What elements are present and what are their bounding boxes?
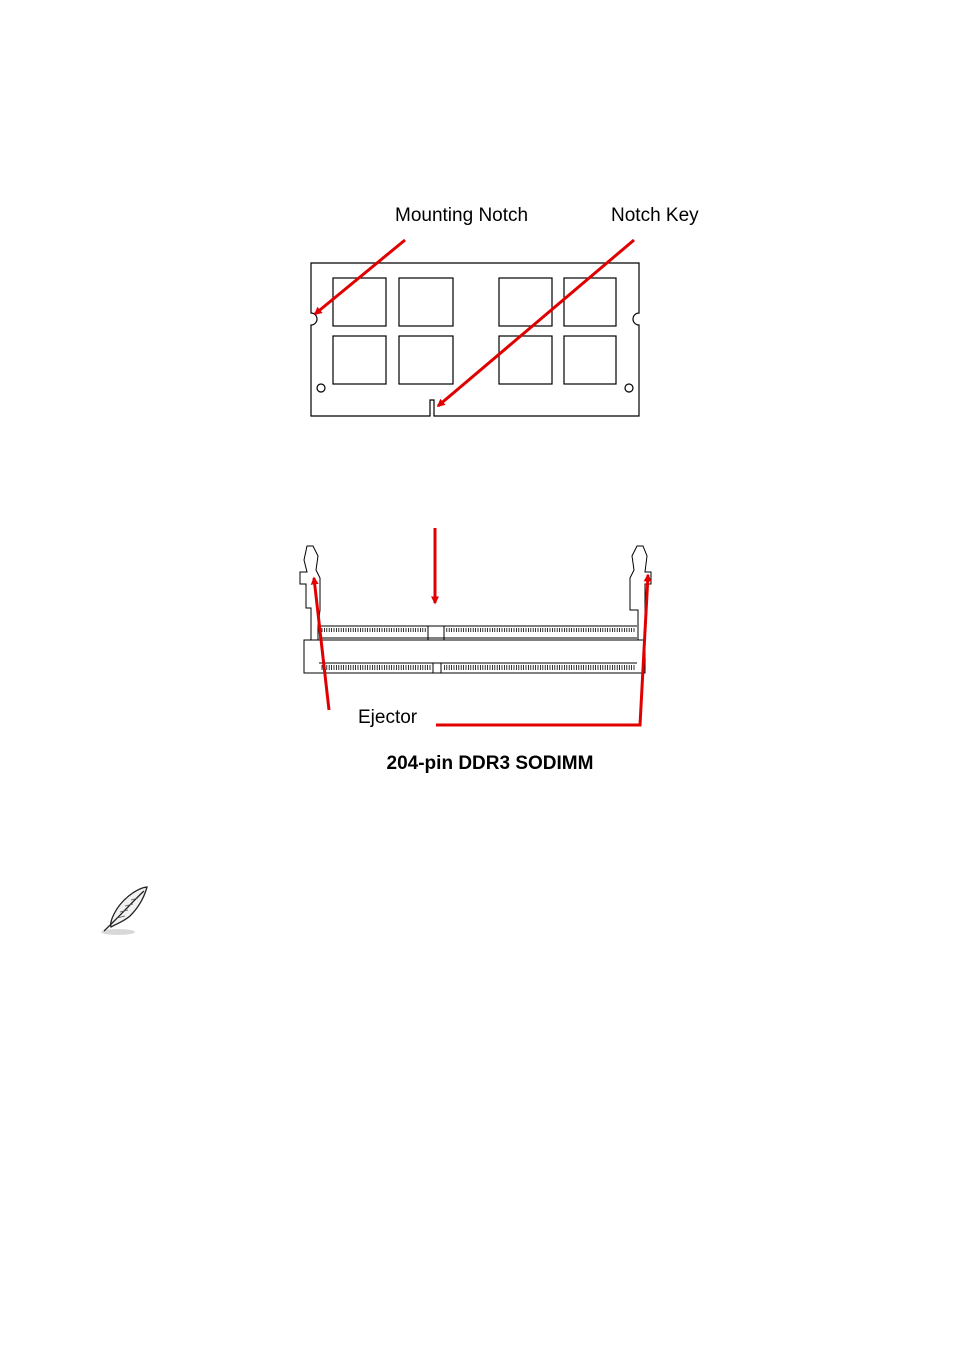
ejector-label: Ejector: [358, 707, 418, 728]
memory-chip: [499, 278, 552, 326]
memory-chip: [564, 278, 616, 326]
memory-module: [311, 263, 639, 416]
mounting-notch-label: Mounting Notch: [395, 205, 529, 226]
notch-key-arrow: [438, 240, 634, 406]
sodimm-socket: [300, 546, 651, 673]
memory-chip: [333, 336, 386, 384]
mounting-notch-arrow: [315, 240, 405, 314]
memory-chip: [333, 278, 386, 326]
memory-chip: [564, 336, 616, 384]
memory-chip: [399, 336, 453, 384]
mounting-hole: [625, 384, 633, 392]
memory-chip: [499, 336, 552, 384]
socket-contact-pins: [322, 628, 634, 670]
feather-quill-icon: [98, 884, 154, 938]
right-ejector-arrow: [436, 575, 648, 725]
left-ejector-arrow: [314, 578, 329, 710]
notch-key-label: Notch Key: [611, 205, 699, 226]
mounting-hole: [317, 384, 325, 392]
memory-chip: [399, 278, 453, 326]
diagram-caption: 204-pin DDR3 SODIMM: [386, 753, 594, 774]
module-board-outline: [311, 263, 639, 416]
socket-body: [304, 640, 645, 673]
